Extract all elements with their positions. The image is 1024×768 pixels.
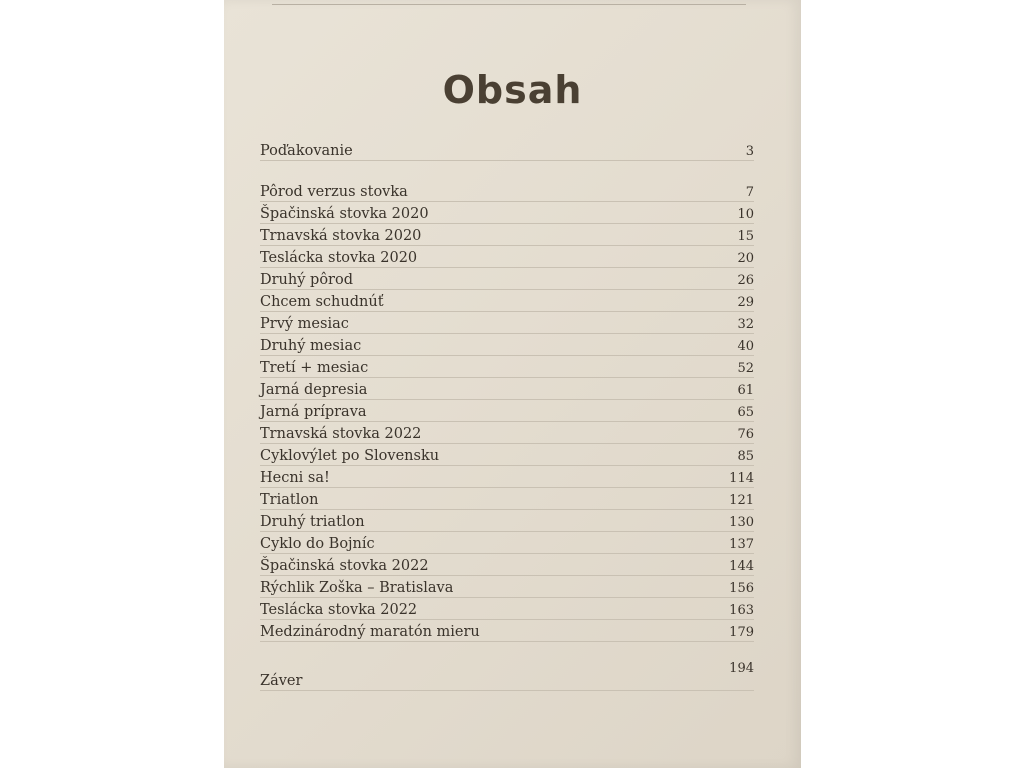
toc-entry-label: Hecni sa! bbox=[260, 470, 330, 486]
toc-entry-label: Teslácka stovka 2022 bbox=[260, 602, 418, 618]
toc-entry-page: 194 bbox=[729, 661, 754, 676]
toc-entry-label: Záver bbox=[260, 673, 303, 689]
toc-entry bbox=[260, 555, 754, 576]
toc-entry bbox=[260, 291, 754, 312]
toc-entry-page: 32 bbox=[737, 317, 754, 332]
book-page bbox=[224, 0, 801, 768]
toc-entry bbox=[260, 661, 754, 691]
toc-entry-page: 20 bbox=[737, 251, 754, 266]
toc-entry-label: Druhý mesiac bbox=[260, 338, 362, 354]
toc-entry-label: Cyklovýlet po Slovensku bbox=[260, 448, 440, 464]
toc-entry-label: Poďakovanie bbox=[260, 143, 353, 159]
toc-entry bbox=[260, 445, 754, 466]
toc-entry bbox=[260, 247, 754, 268]
toc-entry bbox=[260, 140, 754, 161]
toc-entry bbox=[260, 313, 754, 334]
toc-entry-page: 3 bbox=[745, 144, 754, 159]
toc-entry-label: Rýchlik Zoška – Bratislava bbox=[260, 580, 454, 596]
toc-entry bbox=[260, 577, 754, 598]
toc-entry-page: 163 bbox=[729, 603, 754, 618]
toc-entry-page: 76 bbox=[737, 427, 754, 442]
toc-entry bbox=[260, 225, 754, 246]
toc-entry-label: Špačinská stovka 2022 bbox=[260, 558, 429, 574]
toc-entry bbox=[260, 467, 754, 488]
toc-entry-page: 121 bbox=[729, 493, 754, 508]
toc-entry bbox=[260, 269, 754, 290]
toc-entry bbox=[260, 203, 754, 224]
toc-entry-page: 130 bbox=[729, 515, 754, 530]
toc-entry-label: Druhý triatlon bbox=[260, 514, 365, 530]
toc-entry bbox=[260, 511, 754, 532]
toc-entry-page: 179 bbox=[729, 625, 754, 640]
toc-entry-label: Pôrod verzus stovka bbox=[260, 184, 408, 200]
toc-entry-page: 10 bbox=[737, 207, 754, 222]
toc-entry-page: 156 bbox=[729, 581, 754, 596]
toc-entry-label: Jarná príprava bbox=[260, 404, 367, 420]
toc-entry-label: Chcem schudnúť bbox=[260, 294, 384, 310]
toc-entry bbox=[260, 401, 754, 422]
toc-entry-page: 40 bbox=[737, 339, 754, 354]
toc-entry-label: Trnavská stovka 2020 bbox=[260, 228, 422, 244]
top-rule bbox=[272, 4, 746, 5]
toc-entry-label: Tretí + mesiac bbox=[260, 360, 369, 376]
toc-entry-label: Medzinárodný maratón mieru bbox=[260, 624, 480, 640]
toc-entry-label: Cyklo do Bojníc bbox=[260, 536, 375, 552]
toc-entry-label: Jarná depresia bbox=[260, 382, 368, 398]
toc-entry bbox=[260, 379, 754, 400]
toc-entry bbox=[260, 335, 754, 356]
toc-entry-page: 137 bbox=[729, 537, 754, 552]
toc-entry-page: 29 bbox=[737, 295, 754, 310]
toc-entry-page: 85 bbox=[737, 449, 754, 464]
toc-entry-page: 7 bbox=[745, 185, 754, 200]
toc-entry-page: 61 bbox=[737, 383, 754, 398]
toc-entry-label: Triatlon bbox=[260, 492, 319, 508]
toc-entry-label: Trnavská stovka 2022 bbox=[260, 426, 422, 442]
toc-entry-label: Špačinská stovka 2020 bbox=[260, 206, 429, 222]
toc-entry-page: 114 bbox=[729, 471, 754, 486]
toc-entry bbox=[260, 599, 754, 620]
toc-entry-label: Teslácka stovka 2020 bbox=[260, 250, 418, 266]
toc-entry bbox=[260, 489, 754, 510]
toc-entry-label: Prvý mesiac bbox=[260, 316, 349, 332]
toc-entry bbox=[260, 423, 754, 444]
toc-entry-page: 144 bbox=[729, 559, 754, 574]
toc-entry bbox=[260, 181, 754, 202]
toc-entry bbox=[260, 533, 754, 554]
toc-entry-label: Druhý pôrod bbox=[260, 272, 353, 288]
toc-entry bbox=[260, 621, 754, 642]
toc-entry-page: 65 bbox=[737, 405, 754, 420]
toc-entry-page: 26 bbox=[737, 273, 754, 288]
toc-entry-page: 52 bbox=[737, 361, 754, 376]
page-title: Obsah bbox=[442, 68, 583, 112]
toc-entry-page: 15 bbox=[737, 229, 754, 244]
toc-entry bbox=[260, 357, 754, 378]
